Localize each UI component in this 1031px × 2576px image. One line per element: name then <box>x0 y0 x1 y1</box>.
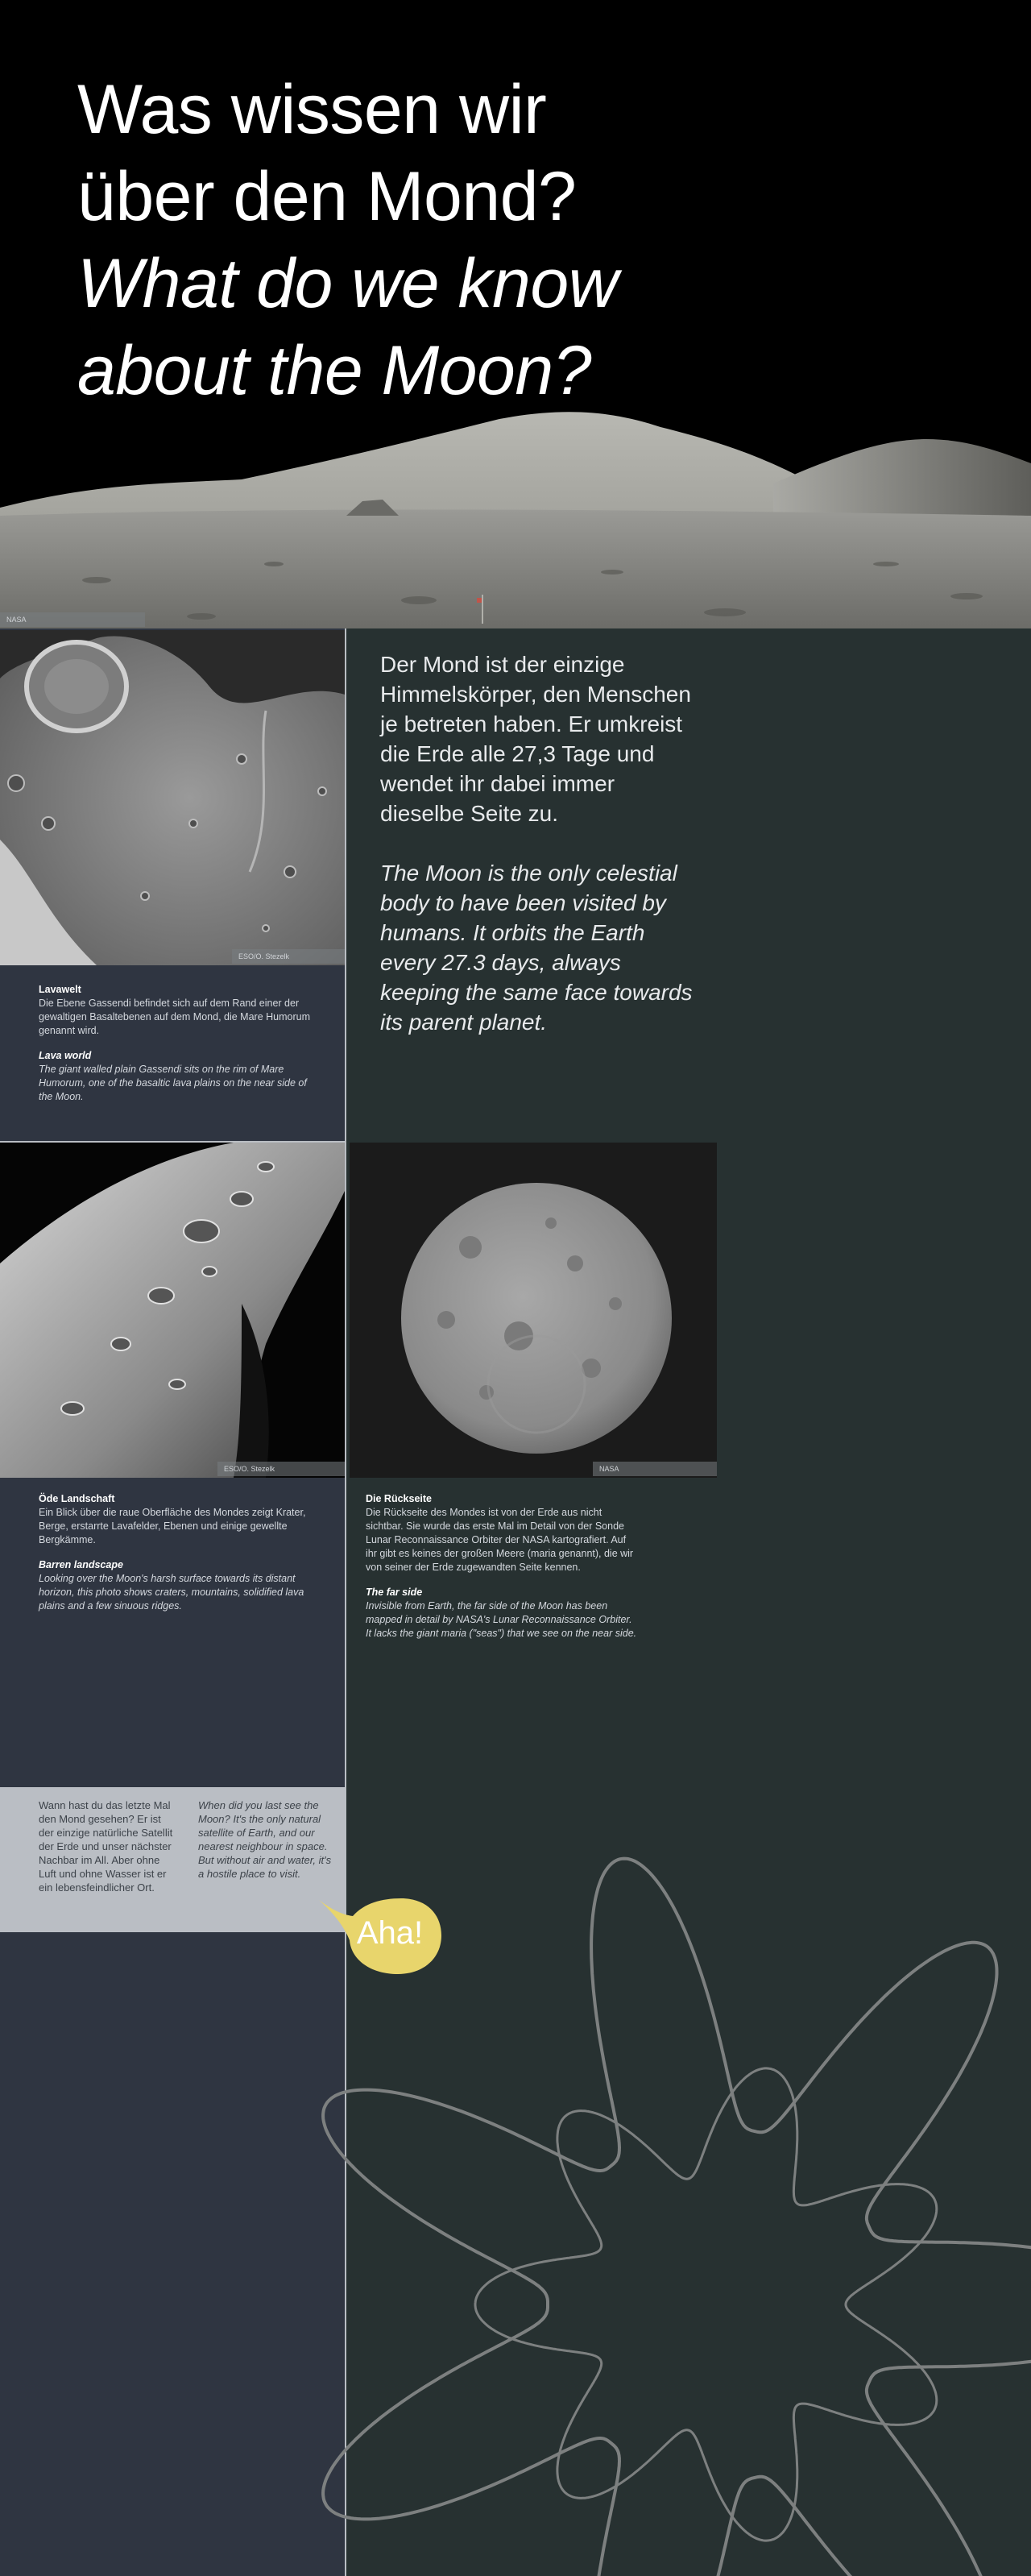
lavawelt-text-de: Die Ebene Gassendi befindet sich auf dem Rand einer der gewaltigen Basaltebenen auf dem Mond, die Mare Humorum genannt wird. <box>39 998 310 1036</box>
hero-photo-credit: NASA <box>0 612 145 627</box>
aha-label: Aha! <box>356 1914 424 1951</box>
lavawelt-text-en: The giant walled plain Gassendi sits on the rim of Mare Humorum, one of the basaltic lava plains on the near side of the Moon. <box>39 1064 307 1102</box>
orbit-inner-curve <box>475 2068 937 2541</box>
far-side-text-en: Invisible from Earth, the far side of the Moon has been mapped in detail by NASA's Lunar Reconnaissance Orbiter. It lacks the giant maria ("seas") that we see on the near side. <box>366 1600 637 1639</box>
hero-section <box>0 0 1031 628</box>
intro-text-de: Der Mond ist der einzige Himmelskörper, den Menschen je betreten haben. Er umkreist die Erde alle 27,3 Tage und wendet ihr dabei immer dieselbe Seite zu. <box>380 652 691 826</box>
page-title <box>77 66 618 414</box>
lavawelt-photo-credit: ESO/O. Stezelk <box>232 949 345 964</box>
landscape-title-de: Öde Landschaft <box>39 1493 115 1504</box>
aha-speech-bubble <box>317 1895 443 1976</box>
far-side-photo-credit: NASA <box>593 1462 717 1476</box>
lunar-landscape-photo <box>0 1143 345 1478</box>
crater-image <box>0 630 345 965</box>
landscape-caption <box>39 1492 313 1624</box>
far-side-moon-image <box>350 1143 717 1478</box>
landscape-text-en: Looking over the Moon's harsh surface towards its distant horizon, this photo shows craters, mountains, solidified lava plains and a few sinuous ridges. <box>39 1573 304 1612</box>
far-side-text-de: Die Rückseite des Mondes ist von der Erde aus nicht sichtbar. Sie wurde das erste Mal im Detail von der Sonde Lunar Reconnaissance Orbiter der NASA kartografiert. Auf ihr gibt es keines der großen Meere (maria genannt), die wir von seiner der Erde zugewandten Seite kennen. <box>366 1507 634 1573</box>
intro-text-en: The Moon is the only celestial body to have been visited by humans. It orbits the Earth every 27.3 days, always keeping the same face towards its parent planet. <box>380 861 693 1035</box>
title-english-line-2: about the Moon? <box>77 332 592 409</box>
title-german-line-1: Was wissen wir <box>77 71 547 148</box>
aha-fact-box <box>0 1787 345 1932</box>
far-side-title-en: The far side <box>366 1587 423 1598</box>
title-german-line-2: über den Mond? <box>77 158 577 235</box>
lavawelt-title-en: Lava world <box>39 1050 92 1061</box>
title-english-line-1: What do we know <box>77 245 619 322</box>
aha-text-de: Wann hast du das letzte Mal den Mond gesehen? Er ist der einzige natürliche Satellit der Erde und unser nächster Nachbar im All. Aber ohne Luft und ohne Wasser ist er ein lebensfeindlicher Ort. <box>39 1799 173 1894</box>
landscape-image <box>0 1143 345 1478</box>
far-side-moon-photo <box>350 1143 717 1478</box>
landscape-title-en: Barren landscape <box>39 1559 123 1570</box>
landscape-photo-credit: ESO/O. Stezelk <box>217 1462 345 1476</box>
landscape-text-de: Ein Blick über die raue Oberfläche des Mondes zeigt Krater, Berge, erstarrte Lavafelder, Ebenen und einige gewellte Bergkämme. <box>39 1507 306 1545</box>
far-side-title-de: Die Rückseite <box>366 1493 432 1504</box>
gassendi-crater-photo <box>0 630 345 965</box>
aha-text-en: When did you last see the Moon? It's the only natural satellite of Earth, and our nearest neighbour in space. But without air and water, it's a hostile place to visit. <box>198 1799 332 1880</box>
lavawelt-title-de: Lavawelt <box>39 984 81 995</box>
far-side-caption <box>366 1492 640 1652</box>
lavawelt-caption <box>39 983 313 1115</box>
intro-text <box>380 649 702 1037</box>
